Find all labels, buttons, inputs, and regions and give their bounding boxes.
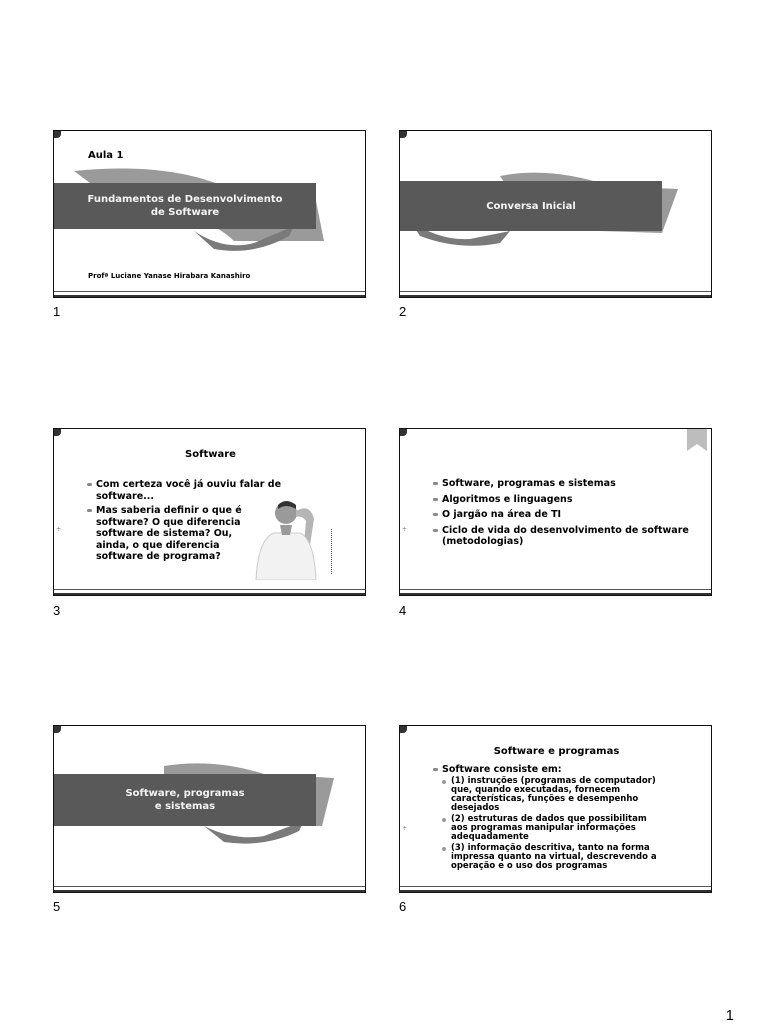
sub-bullet-item: (2) estruturas de dados que possibilitam aos programas manipular informações adequadamente: [442, 815, 662, 842]
slide-thumbnail[interactable]: [53, 725, 366, 893]
slide-title-band: Software, programas e sistemas: [54, 774, 316, 826]
slide-footer-bar: [54, 589, 365, 595]
slide-footer-bar: [400, 886, 711, 892]
corner-mark: [400, 726, 407, 733]
slide-thumbnail[interactable]: [53, 428, 366, 596]
sub-bullet-item: (3) informação descritiva, tanto na forma impressa quanto na virtual, descrevendo a operação e o uso dos programas: [442, 844, 662, 871]
side-mark: ÷: [56, 526, 62, 533]
sub-bullet-item: (1) instruções (programas de computador) que, quando executadas, fornecem características, funções e desempenho desejados: [442, 777, 662, 813]
bullet-lead: Software consiste em:: [442, 764, 562, 775]
slide-number: 4: [399, 603, 407, 618]
photo-credit-vertical: [331, 529, 336, 574]
slide-number: 1: [53, 304, 61, 319]
slide-number: 2: [399, 304, 407, 319]
corner-mark: [54, 429, 61, 436]
slide-footer-bar: [54, 886, 365, 892]
page-number: 1: [725, 1007, 734, 1024]
slide-number: 5: [53, 899, 61, 914]
side-mark: ÷: [402, 825, 408, 832]
slide-title-band: Conversa Inicial: [400, 181, 662, 231]
slide-number: 6: [399, 899, 407, 914]
slide-author: Profª Luciane Yanase Hirabara Kanashiro: [88, 272, 251, 280]
bookmark-ribbon-icon: [687, 429, 707, 451]
slide-heading: Aula 1: [88, 150, 124, 161]
side-mark: ÷: [402, 526, 408, 533]
slide-thumbnail[interactable]: [399, 725, 712, 893]
slide-footer-bar: [54, 291, 365, 297]
slide-title: Software e programas: [493, 746, 620, 757]
bullet-item: Com certeza você já ouviu falar de software...: [87, 479, 342, 502]
slide-footer-bar: [400, 291, 711, 297]
slide-thumbnail[interactable]: [399, 130, 712, 298]
bullet-item: Algoritmos e linguagens: [433, 494, 703, 506]
slide-thumbnail[interactable]: [53, 130, 366, 298]
bullet-item: Software, programas e sistemas: [433, 478, 703, 490]
slide-number: 3: [53, 603, 61, 618]
sub-bullet-list: [442, 777, 662, 871]
slide-thumbnail[interactable]: [399, 428, 712, 596]
thinking-man-photo: [244, 495, 324, 580]
corner-mark: [400, 429, 407, 436]
bullet-item: Mas saberia definir o que é software? O que diferencia software de sistema? Ou, ainda, o que diferencia software de programa?: [87, 505, 251, 563]
slide-title: Software: [185, 449, 236, 460]
bullet-item: [433, 764, 703, 871]
slide-footer-bar: [400, 589, 711, 595]
bullet-item: Ciclo de vida do desenvolvimento de software (metodologias): [433, 525, 703, 548]
bullet-list: [433, 764, 703, 873]
slide-title-band: Fundamentos de Desenvolvimento de Software: [54, 183, 316, 229]
bullet-list: [433, 478, 703, 548]
bullet-item: O jargão na área de TI: [433, 509, 703, 521]
